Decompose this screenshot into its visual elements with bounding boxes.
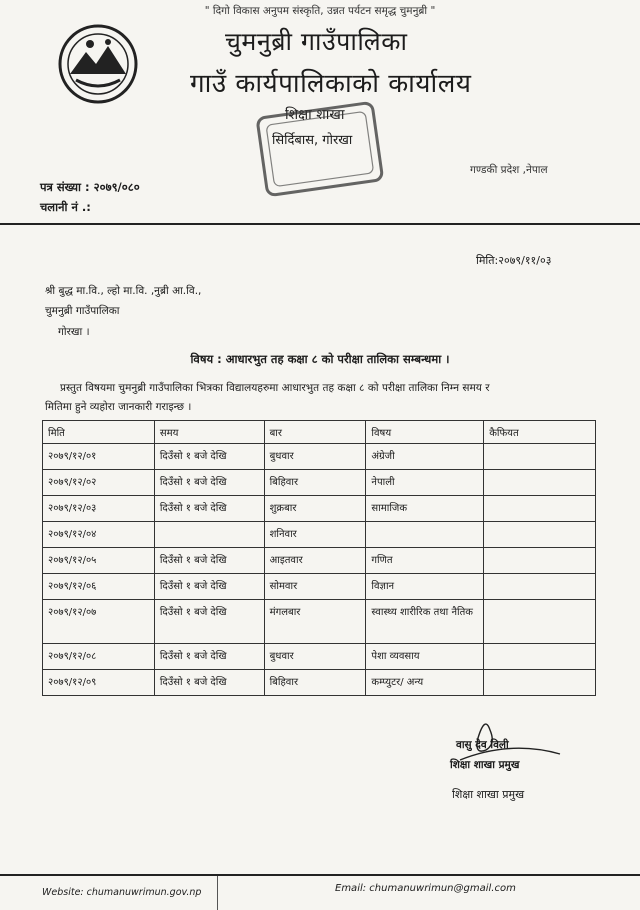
signatory-stamp-title: शिक्षा शाखा प्रमुख bbox=[450, 759, 520, 771]
header-divider bbox=[0, 223, 640, 225]
table-row bbox=[43, 444, 596, 470]
municipality-name: चुमनुब्री गाउँपालिका bbox=[225, 27, 408, 56]
letter-date: मिति:२०७९/११/०३ bbox=[476, 254, 552, 267]
signatory-name: वासु देव विली bbox=[456, 739, 509, 751]
table-row bbox=[43, 644, 596, 670]
cell-time: दिउँसो १ बजे देखि bbox=[154, 644, 264, 670]
cell-subject: स्वास्थ्य शारीरिक तथा नैतिक bbox=[366, 600, 484, 644]
recipient-line-1: श्री बुद्ध मा.वि., ल्हो मा.वि. ,नुब्री आ.वि., bbox=[45, 285, 202, 297]
cell-subject: गणित bbox=[366, 548, 484, 574]
cell-subject: अंग्रेजी bbox=[366, 444, 484, 470]
exam-schedule-table bbox=[42, 420, 596, 696]
cell-day: सोमवार bbox=[264, 574, 366, 600]
cell-date: २०७९/१२/०५ bbox=[43, 548, 155, 574]
cell-date: २०७९/१२/०८ bbox=[43, 644, 155, 670]
cell-remarks bbox=[484, 548, 596, 574]
column-header: विषय bbox=[366, 421, 484, 444]
cell-date: २०७९/१२/०४ bbox=[43, 522, 155, 548]
cell-subject: पेशा व्यवसाय bbox=[366, 644, 484, 670]
cell-time: दिउँसो १ बजे देखि bbox=[154, 600, 264, 644]
cell-remarks bbox=[484, 574, 596, 600]
footer-divider bbox=[0, 874, 640, 876]
branch-location: सिर्दिबास, गोरखा bbox=[272, 133, 353, 148]
letter-subject: विषय : आधारभुत तह कक्षा ८ को परीक्षा तालिका सम्बन्धमा । bbox=[190, 352, 450, 366]
cell-subject: विज्ञान bbox=[366, 574, 484, 600]
government-emblem-icon bbox=[56, 22, 140, 106]
cell-date: २०७९/१२/०७ bbox=[43, 600, 155, 644]
branch-name: शिक्षा शाखा bbox=[285, 107, 345, 123]
cell-date: २०७९/१२/०९ bbox=[43, 670, 155, 696]
cell-remarks bbox=[484, 444, 596, 470]
cell-remarks bbox=[484, 644, 596, 670]
office-name: गाउँ कार्यपालिकाको कार्यालय bbox=[190, 69, 472, 99]
cell-subject bbox=[366, 522, 484, 548]
column-header: बार bbox=[264, 421, 366, 444]
cell-time: दिउँसो १ बजे देखि bbox=[154, 670, 264, 696]
footer-email: Email: chumanuwrimun@gmail.com bbox=[335, 883, 516, 894]
body-text-line-1: प्रस्तुत विषयमा चुमनुब्री गाउँपालिका भित्रका विद्यालयहरुमा आधारभुत तह कक्षा ८ को परीक्षा तालिका निम्न समय र bbox=[60, 382, 490, 394]
cell-subject: नेपाली bbox=[366, 470, 484, 496]
recipient-line-3: गोरखा । bbox=[58, 326, 90, 338]
cell-day: बिहिवार bbox=[264, 470, 366, 496]
reference-number: पत्र संख्या : २०७९/०८० bbox=[40, 180, 140, 194]
column-header: समय bbox=[154, 421, 264, 444]
cell-subject: कम्प्युटर/ अन्य bbox=[366, 670, 484, 696]
cell-day: आइतवार bbox=[264, 548, 366, 574]
table-row bbox=[43, 600, 596, 644]
cell-remarks bbox=[484, 522, 596, 548]
cell-day: बिहिवार bbox=[264, 670, 366, 696]
cell-time: दिउँसो १ बजे देखि bbox=[154, 470, 264, 496]
table-header-row bbox=[43, 421, 596, 444]
office-stamp-icon bbox=[250, 100, 390, 200]
cell-day: बुधवार bbox=[264, 444, 366, 470]
cell-time: दिउँसो १ बजे देखि bbox=[154, 496, 264, 522]
table-row bbox=[43, 670, 596, 696]
column-header: कैफियत bbox=[484, 421, 596, 444]
cell-remarks bbox=[484, 496, 596, 522]
cell-day: शनिवार bbox=[264, 522, 366, 548]
footer-fold-line bbox=[217, 876, 218, 910]
signatory-title: शिक्षा शाखा प्रमुख bbox=[452, 788, 525, 801]
cell-remarks bbox=[484, 600, 596, 644]
cell-day: मंगलबार bbox=[264, 600, 366, 644]
cell-subject: सामाजिक bbox=[366, 496, 484, 522]
cell-time: दिउँसो १ बजे देखि bbox=[154, 548, 264, 574]
table-row bbox=[43, 522, 596, 548]
cell-time: दिउँसो १ बजे देखि bbox=[154, 444, 264, 470]
header-motto: " दिगो विकास अनुपम संस्कृति, उन्नत पर्यटन समृद्ध चुमनुब्री " bbox=[204, 5, 436, 17]
table-row bbox=[43, 548, 596, 574]
cell-day: शुक्रबार bbox=[264, 496, 366, 522]
table-row bbox=[43, 470, 596, 496]
table-row bbox=[43, 496, 596, 522]
column-header: मिति bbox=[43, 421, 155, 444]
cell-day: बुधवार bbox=[264, 644, 366, 670]
cell-remarks bbox=[484, 470, 596, 496]
dispatch-number: चलानी नं .: bbox=[40, 200, 91, 214]
cell-remarks bbox=[484, 670, 596, 696]
recipient-line-2: चुमनुब्री गाउँपालिका bbox=[45, 305, 120, 317]
cell-date: २०७९/१२/०६ bbox=[43, 574, 155, 600]
cell-date: २०७९/१२/०१ bbox=[43, 444, 155, 470]
footer-website: Website: chumanuwrimun.gov.np bbox=[42, 887, 202, 898]
cell-date: २०७९/१२/०२ bbox=[43, 470, 155, 496]
province-label: गण्डकी प्रदेश ,नेपाल bbox=[470, 164, 548, 176]
table-row bbox=[43, 574, 596, 600]
cell-date: २०७९/१२/०३ bbox=[43, 496, 155, 522]
cell-time bbox=[154, 522, 264, 548]
cell-time: दिउँसो १ बजे देखि bbox=[154, 574, 264, 600]
body-text-line-2: मितिमा हुने व्यहोरा जानकारी गराइन्छ । bbox=[45, 401, 192, 413]
